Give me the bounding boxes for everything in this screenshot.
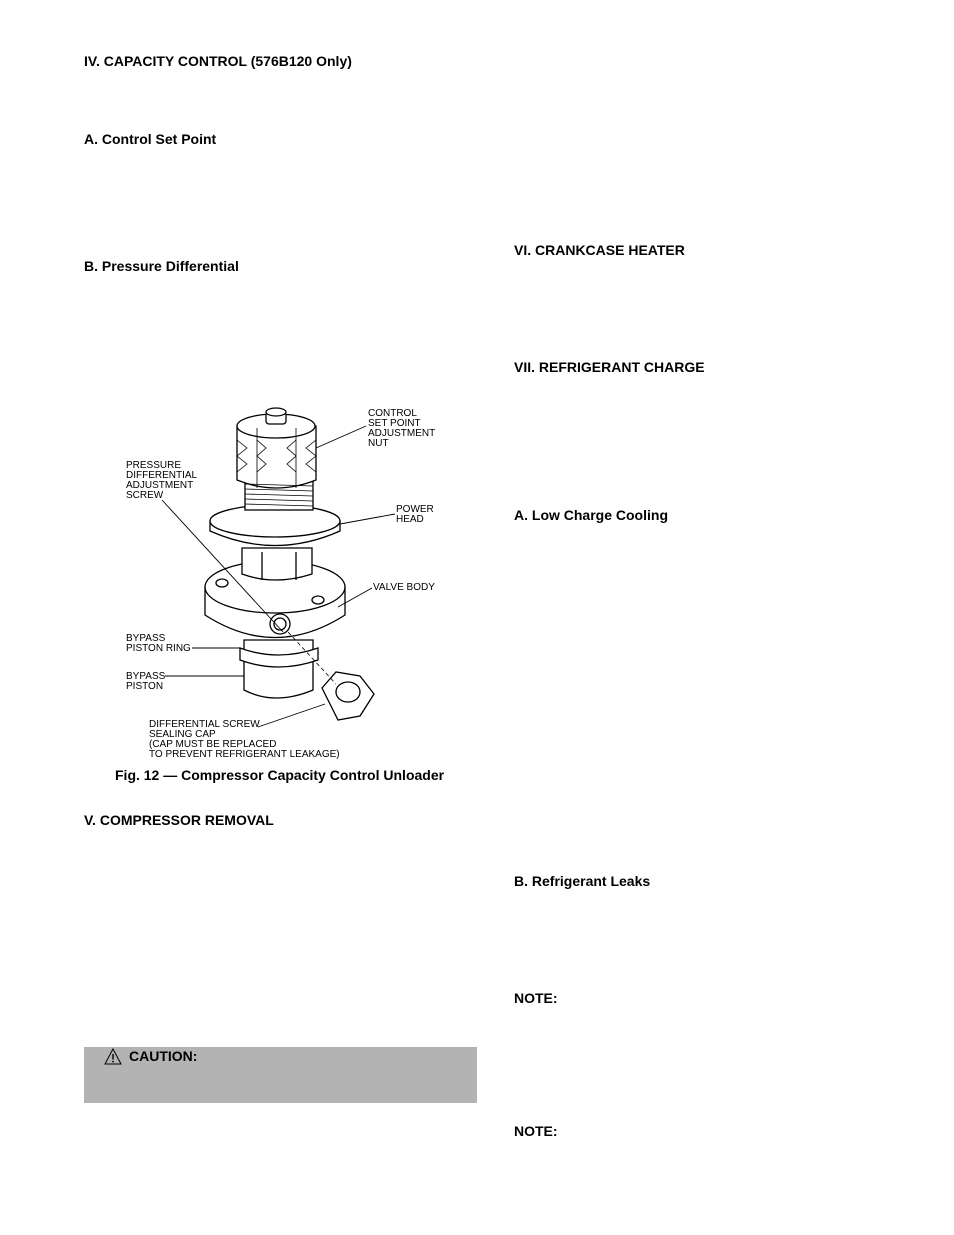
label-piston: PISTON <box>126 681 164 692</box>
label-cap-replaced: (CAP MUST BE REPLACED <box>149 739 277 750</box>
label-differential: DIFFERENTIAL <box>126 470 198 481</box>
label-pressure: PRESSURE <box>126 460 182 471</box>
label-set-point: SET POINT <box>368 418 421 429</box>
label-nut: NUT <box>368 438 389 449</box>
label-power: POWER <box>396 504 434 515</box>
svg-text:NUT <box>368 438 389 449</box>
subheading-low-charge-cooling: A. Low Charge Cooling <box>514 507 668 523</box>
label-control: CONTROL <box>368 408 417 419</box>
svg-text:PISTON <box>126 681 163 692</box>
section-heading-capacity-control: IV. CAPACITY CONTROL (576B120 Only) <box>84 53 352 69</box>
subheading-control-set-point: A. Control Set Point <box>84 131 217 147</box>
capacity-control-unloader-figure <box>100 400 470 765</box>
unloader-illustration <box>100 400 470 765</box>
label-screw: SCREW <box>126 490 164 501</box>
stem-hex <box>242 548 312 580</box>
figure-caption: Fig. 12 — Compressor Capacity Control Unloader <box>115 767 445 783</box>
section-heading-refrigerant-charge: VII. REFRIGERANT CHARGE <box>514 359 705 375</box>
label-sealing-cap: SEALING CAP <box>149 729 216 740</box>
label-prevent-leakage: TO PREVENT REFRIGERANT LEAKAGE) <box>149 749 340 760</box>
section-heading-compressor-removal: V. COMPRESSOR REMOVAL <box>84 812 274 828</box>
bypass-piston <box>244 640 313 698</box>
svg-text:SCREW <box>126 490 164 501</box>
label-adjustment: ADJUSTMENT <box>368 428 436 439</box>
subheading-refrigerant-leaks: B. Refrigerant Leaks <box>514 873 651 889</box>
label-head: HEAD <box>396 514 424 525</box>
svg-text:VALVE BODY <box>373 582 435 593</box>
svg-text:PISTON RING <box>126 643 191 654</box>
label-valve-body: VALVE BODY <box>373 582 435 593</box>
label-differential-screw: DIFFERENTIAL SCREW <box>149 719 260 730</box>
note-label-1: NOTE: <box>514 990 558 1006</box>
label-adjustment-2: ADJUSTMENT <box>126 480 194 491</box>
svg-text:TO PREVENT REFRIGERANT LEAKAGE <box>149 749 340 760</box>
svg-text:HEAD <box>396 514 424 525</box>
label-bypass-1: BYPASS <box>126 633 166 644</box>
label-bypass-2: BYPASS <box>126 671 166 682</box>
warning-icon <box>104 1048 122 1065</box>
leader-sealing-cap <box>258 704 325 727</box>
leader-power-head <box>340 514 395 524</box>
note-label-2: NOTE: <box>514 1123 558 1139</box>
label-piston-ring: PISTON RING <box>126 643 191 654</box>
caution-label: CAUTION: <box>129 1048 198 1064</box>
section-heading-crankcase-heater: VI. CRANKCASE HEATER <box>514 242 685 258</box>
caution-box <box>84 1047 477 1103</box>
subheading-pressure-differential: B. Pressure Differential <box>84 258 239 274</box>
leader-control-nut <box>316 426 366 448</box>
